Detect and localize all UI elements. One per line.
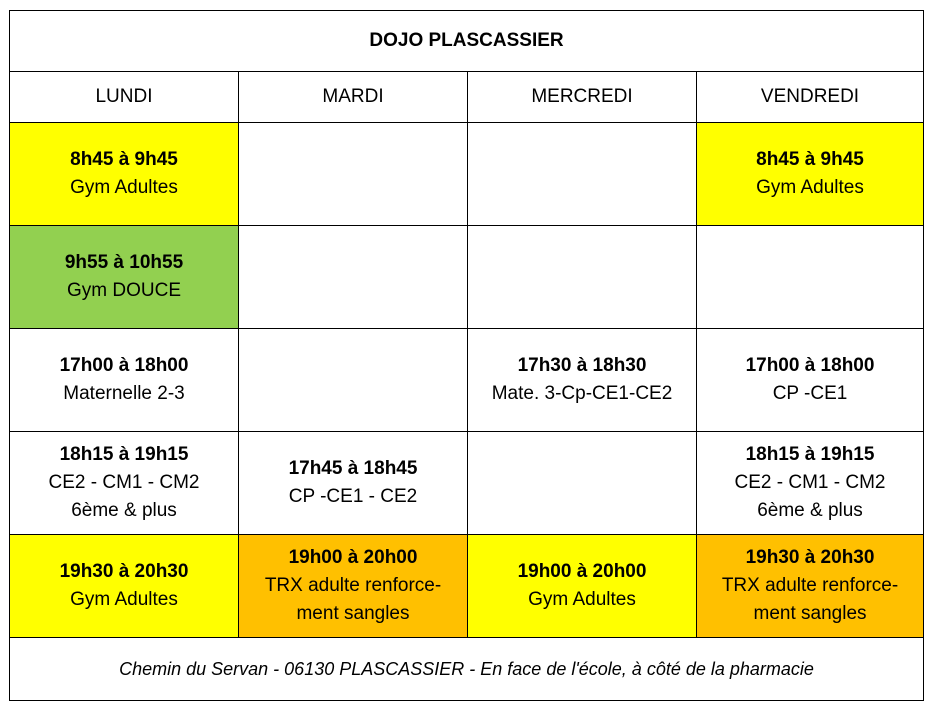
session-label: Gym DOUCE (67, 280, 181, 301)
session-label: Gym Adultes (528, 589, 636, 610)
schedule-table (9, 10, 924, 701)
session-cell-mardi (239, 535, 468, 638)
session-cell-mercredi (468, 535, 697, 638)
session-label: ment sangles (753, 603, 867, 624)
session-time: 19h30 à 20h30 (745, 547, 875, 568)
empty-cell-mardi (239, 226, 468, 329)
session-label: CE2 - CM1 - CM2 (734, 472, 886, 493)
session-time: 19h00 à 20h00 (517, 561, 647, 582)
session-cell-mercredi (468, 329, 697, 432)
session-label: TRX adulte renforce- (721, 575, 899, 596)
session-time: 17h30 à 18h30 (517, 355, 647, 376)
session-time: 18h15 à 19h15 (59, 444, 189, 465)
schedule-row (10, 535, 924, 638)
day-header-lundi: LUNDI (10, 72, 239, 123)
schedule-row (10, 226, 924, 329)
address-footer: Chemin du Servan - 06130 PLASCASSIER - En face de l'école, à côté de la pharmacie (10, 638, 924, 701)
empty-cell-mercredi (468, 123, 697, 226)
session-cell-vendredi (697, 535, 924, 638)
day-header-mardi: MARDI (239, 72, 468, 123)
session-cell-vendredi (697, 329, 924, 432)
day-header-mercredi: MERCREDI (468, 72, 697, 123)
schedule-row (10, 432, 924, 535)
session-time: 18h15 à 19h15 (745, 444, 875, 465)
session-cell-lundi (10, 535, 239, 638)
session-label: Gym Adultes (70, 177, 178, 198)
empty-cell-vendredi (697, 226, 924, 329)
session-time: 17h00 à 18h00 (59, 355, 189, 376)
session-label: Maternelle 2-3 (63, 383, 185, 404)
session-label: Gym Adultes (70, 589, 178, 610)
session-label: Gym Adultes (756, 177, 864, 198)
session-time: 8h45 à 9h45 (756, 149, 864, 170)
session-label: ment sangles (296, 603, 410, 624)
session-time: 9h55 à 10h55 (64, 252, 184, 273)
session-label: CE2 - CM1 - CM2 (48, 472, 200, 493)
session-time: 17h45 à 18h45 (288, 458, 418, 479)
day-header-vendredi: VENDREDI (697, 72, 924, 123)
session-label: TRX adulte renforce- (264, 575, 442, 596)
page-title: DOJO PLASCASSIER (10, 11, 924, 72)
schedule-row (10, 329, 924, 432)
session-time: 17h00 à 18h00 (745, 355, 875, 376)
title-row (10, 11, 924, 72)
session-cell-vendredi (697, 432, 924, 535)
session-label: Mate. 3-Cp-CE1-CE2 (491, 383, 673, 404)
session-time: 19h30 à 20h30 (59, 561, 189, 582)
day-header-row (10, 72, 924, 123)
empty-cell-mardi (239, 329, 468, 432)
session-label: CP -CE1 (772, 383, 848, 404)
empty-cell-mercredi (468, 432, 697, 535)
session-cell-lundi (10, 432, 239, 535)
session-label: 6ème & plus (71, 500, 177, 521)
session-cell-lundi (10, 123, 239, 226)
session-cell-lundi (10, 226, 239, 329)
session-cell-lundi (10, 329, 239, 432)
session-cell-vendredi (697, 123, 924, 226)
empty-cell-mercredi (468, 226, 697, 329)
session-time: 19h00 à 20h00 (288, 547, 418, 568)
session-cell-mardi (239, 432, 468, 535)
session-label: CP -CE1 - CE2 (288, 486, 418, 507)
session-time: 8h45 à 9h45 (70, 149, 178, 170)
schedule-row (10, 123, 924, 226)
footer-row (10, 638, 924, 701)
session-label: 6ème & plus (757, 500, 863, 521)
empty-cell-mardi (239, 123, 468, 226)
